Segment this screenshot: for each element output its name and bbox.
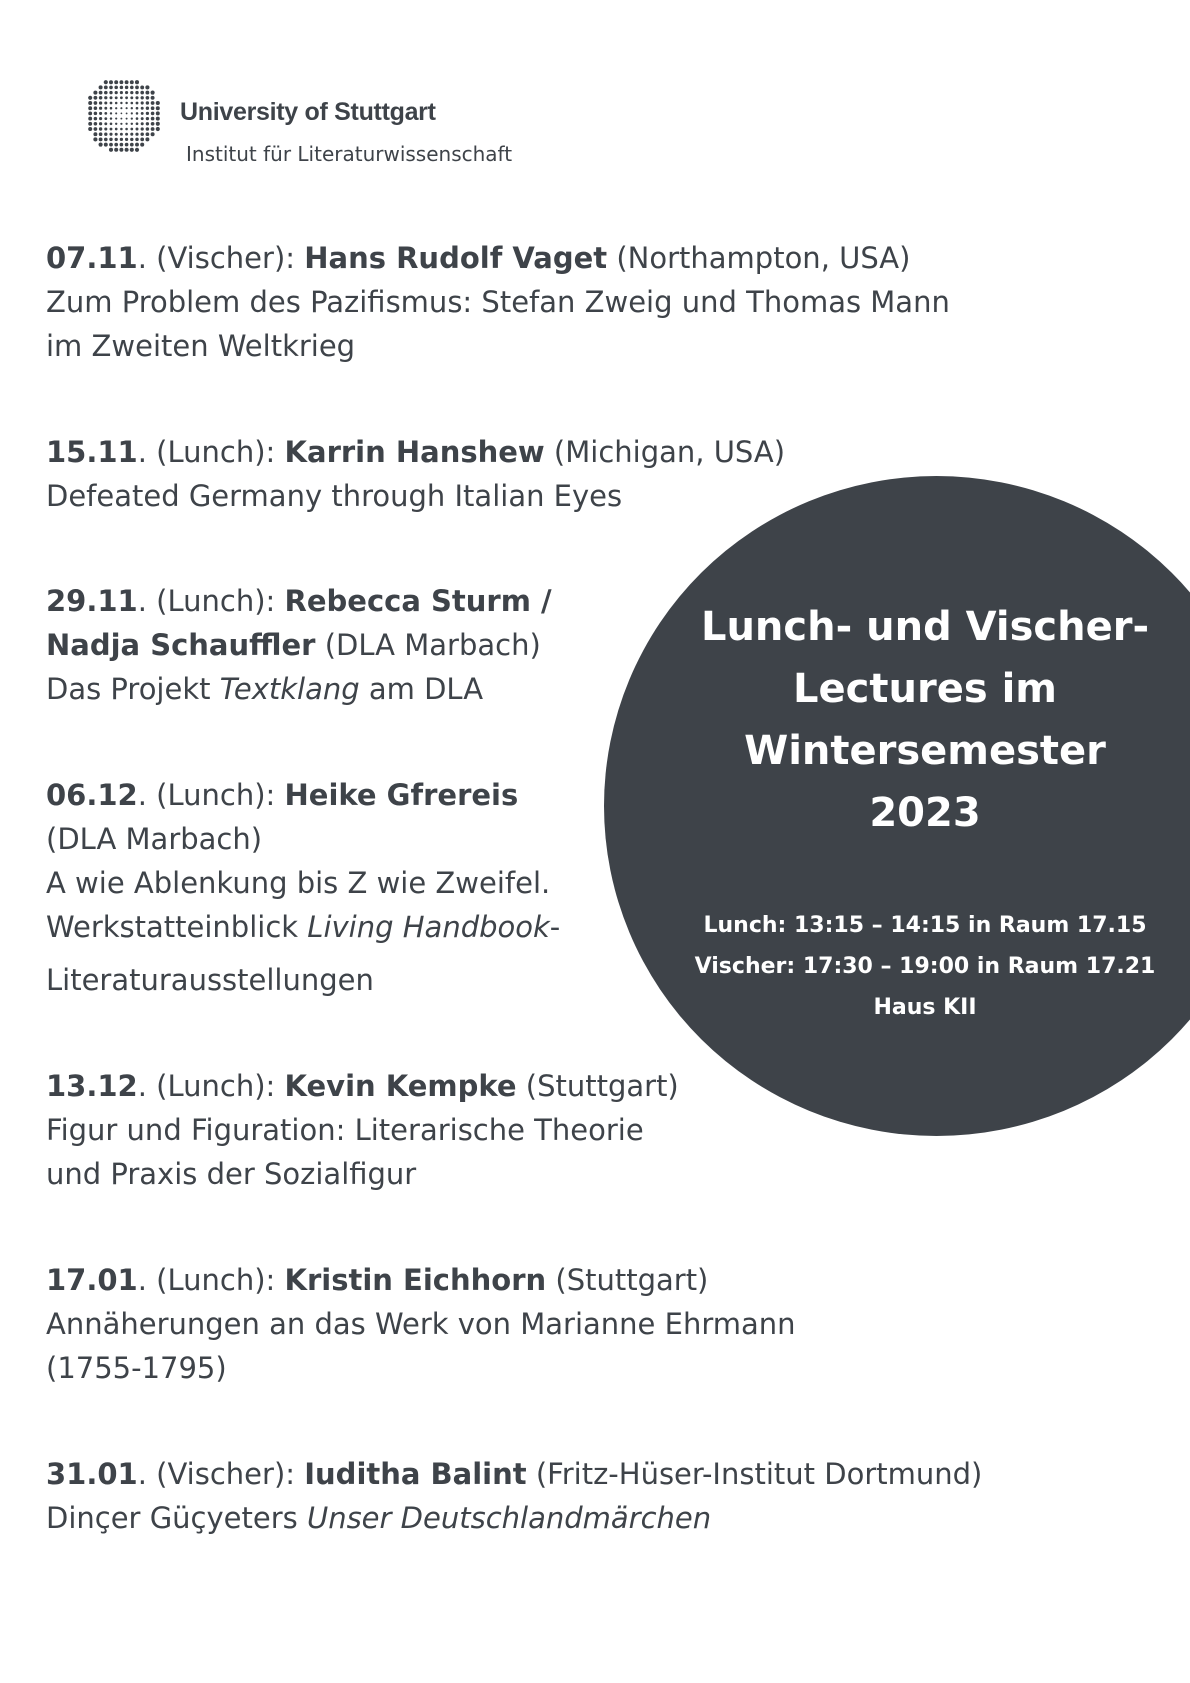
lecture-speaker: Kevin Kempke [284, 1069, 517, 1103]
university-logo-icon [84, 76, 162, 154]
series-title-line: 2023 [869, 790, 981, 836]
lecture-title-text: am DLA [359, 672, 484, 706]
university-name: University of Stuttgart [180, 98, 436, 126]
lecture-header [46, 236, 950, 280]
lecture-affiliation: (DLA Marbach) [46, 822, 263, 856]
lecture-affiliation: (Stuttgart) [546, 1263, 709, 1297]
lecture-date: 07.11 [46, 241, 138, 275]
schedule-line: Haus KII [873, 995, 977, 1020]
lecture-title-line: (1755-1795) [46, 1351, 227, 1385]
lecture-type: . (Lunch): [137, 778, 285, 812]
lecture-title-line: im Zweiten Weltkrieg [46, 329, 356, 363]
lecture-affiliation: (Fritz-Hüser-Institut Dortmund) [526, 1457, 983, 1491]
lecture-title-italic: Living Handbook [307, 910, 550, 944]
lecture-entry [46, 1258, 796, 1390]
lecture-title-line: A wie Ablenkung bis Z wie Zweifel. [46, 866, 551, 900]
lecture-title-line [46, 905, 560, 949]
lecture-date: 15.11 [46, 435, 138, 469]
lecture-title-text: Dinçer Güçyeters [46, 1501, 307, 1535]
lecture-type: . (Vischer): [137, 1457, 305, 1491]
series-title-line: Lectures im [793, 666, 1057, 712]
lecture-date: 17.01 [46, 1263, 138, 1297]
lecture-speaker: Rebecca Sturm / [284, 584, 552, 618]
lecture-entry [46, 430, 785, 518]
lecture-title-text: Werkstatteinblick [46, 910, 308, 944]
lecture-speaker: Karrin Hanshew [284, 435, 545, 469]
lecture-type: . (Lunch): [137, 1263, 285, 1297]
lecture-speaker: Nadja Schauffler [46, 628, 316, 662]
series-title [680, 596, 1170, 844]
lecture-speaker: Hans Rudolf Vaget [304, 241, 608, 275]
lecture-header [46, 1258, 796, 1302]
lecture-title-line: Annäherungen an das Werk von Marianne Ehrmann [46, 1307, 796, 1341]
series-title-line: Wintersemester [744, 728, 1106, 774]
lecture-header [46, 430, 785, 474]
lecture-entry [46, 1452, 982, 1540]
lecture-title-text: Das Projekt [46, 672, 220, 706]
lecture-header [46, 579, 552, 623]
lecture-speaker: Kristin Eichhorn [284, 1263, 547, 1297]
lecture-date: 13.12 [46, 1069, 138, 1103]
lecture-title-text: - [549, 910, 561, 944]
lecture-type: . (Lunch): [137, 435, 285, 469]
lecture-type: . (Lunch): [137, 584, 285, 618]
lecture-entry [46, 236, 950, 368]
lecture-title-italic: Unser Deutschlandmärchen [306, 1501, 712, 1535]
lecture-header [46, 1452, 982, 1496]
lecture-title-line: Defeated Germany through Italian Eyes [46, 479, 623, 513]
lecture-title-line: Literaturausstellungen [46, 963, 374, 997]
lecture-title-line: und Praxis der Sozialfigur [46, 1157, 417, 1191]
schedule-info [680, 905, 1170, 1028]
lecture-speaker: Iuditha Balint [304, 1457, 527, 1491]
lecture-title-line [46, 1496, 982, 1540]
lecture-date: 31.01 [46, 1457, 138, 1491]
lecture-header-continued [46, 623, 552, 667]
series-title-line: Lunch- und Vischer- [700, 604, 1150, 650]
lecture-affiliation: (Michigan, USA) [544, 435, 786, 469]
institute-name: Institut für Literaturwissenschaft [186, 142, 513, 166]
lecture-affiliation: (Stuttgart) [516, 1069, 679, 1103]
lecture-type: . (Lunch): [137, 1069, 285, 1103]
lecture-title-line: Figur und Figuration: Literarische Theorie [46, 1113, 644, 1147]
lecture-date: 29.11 [46, 584, 138, 618]
lecture-header [46, 1064, 679, 1108]
lecture-entry [46, 773, 560, 1002]
lecture-title-line [46, 667, 552, 711]
lecture-affiliation: (Northampton, USA) [607, 241, 911, 275]
lecture-speaker: Heike Gfrereis [284, 778, 519, 812]
lecture-title-line: Zum Problem des Pazifismus: Stefan Zweig und Thomas Mann [46, 285, 950, 319]
lecture-affiliation: (DLA Marbach) [315, 628, 541, 662]
lecture-entry [46, 1064, 679, 1196]
schedule-line: Lunch: 13:15 – 14:15 in Raum 17.15 [703, 913, 1147, 938]
lecture-type: . (Vischer): [137, 241, 305, 275]
lecture-entry [46, 579, 552, 711]
schedule-line: Vischer: 17:30 – 19:00 in Raum 17.21 [694, 954, 1156, 979]
lecture-date: 06.12 [46, 778, 138, 812]
lecture-header [46, 773, 560, 817]
lecture-title-italic: Textklang [219, 672, 360, 706]
